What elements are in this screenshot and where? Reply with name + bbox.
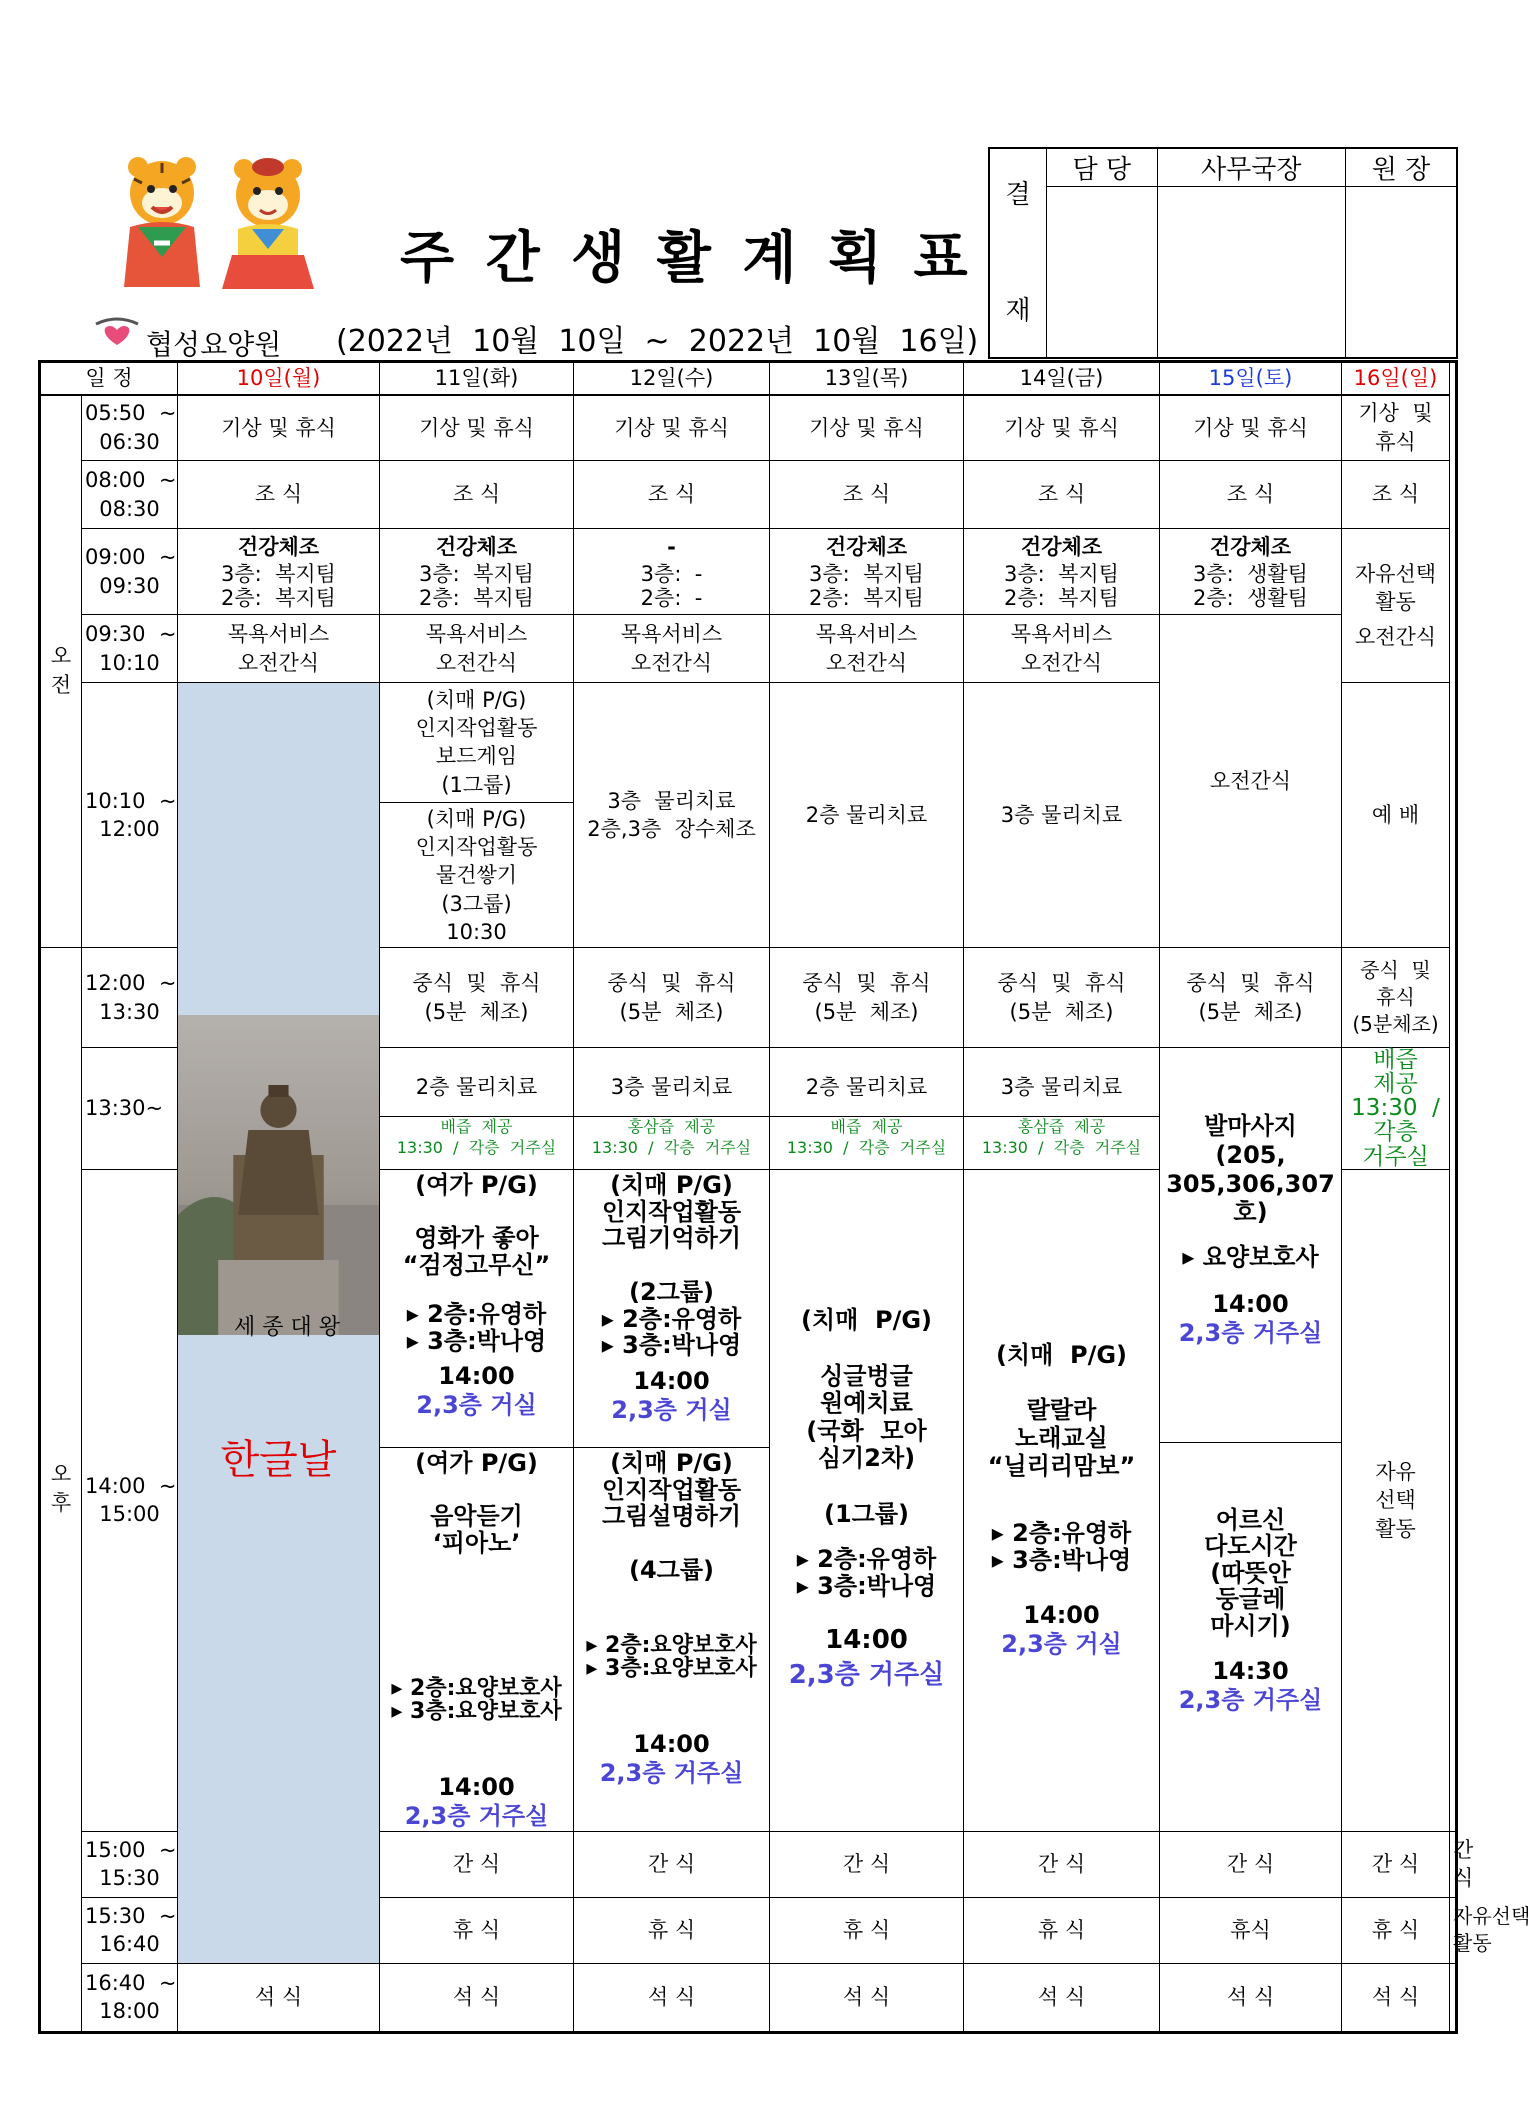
activity-cell xyxy=(380,529,574,615)
activity-cell: 석 식 xyxy=(770,1963,964,2032)
approval-sign-staff[interactable] xyxy=(1047,187,1158,359)
holiday-top-spacer xyxy=(178,683,379,1015)
holiday-cell xyxy=(178,683,380,1964)
activity-cell: 기상 및 휴식 xyxy=(1160,395,1342,461)
activity-cell: 석 식 xyxy=(178,1963,380,2032)
activity-cell: 석 식 xyxy=(964,1963,1160,2032)
activity-cell xyxy=(380,1169,574,1831)
activity-cell: 2층 물리치료 xyxy=(770,683,964,948)
table-row xyxy=(40,615,1457,683)
activity-staff: ▸ 2층:유영하 ▸ 3층:박나영 xyxy=(406,1300,547,1355)
table-row xyxy=(40,529,1457,615)
time-cell: 09:30 ~ 10:10 xyxy=(82,615,178,683)
activity-time: 14:00 xyxy=(633,1366,710,1395)
activity-time: 14:00 xyxy=(825,1625,908,1656)
activity-cell xyxy=(964,1169,1160,1831)
exercise-detail: 3층: 복지팀 2층: 복지팀 xyxy=(809,561,924,610)
approval-col-head: 원 장 xyxy=(1346,148,1457,187)
heart-logo-icon xyxy=(92,318,142,348)
approval-box xyxy=(988,147,1458,359)
activity-cell: 휴 식 xyxy=(770,1897,964,1963)
activity-time: 14:00 xyxy=(438,1773,515,1802)
activity-cell: 간 식 xyxy=(964,1831,1160,1897)
activity-cell: 기상 및 휴식 xyxy=(964,395,1160,461)
activity-title: (여가 P/G) 음악듣기 ‘피아노’ xyxy=(415,1448,538,1558)
activity-cell: 석 식 xyxy=(574,1963,770,2032)
activity-cell xyxy=(178,529,380,615)
activity-cell: 간 식 xyxy=(1160,1831,1342,1897)
activity-cell: 중식 및 휴식 (5분 체조) xyxy=(380,948,574,1048)
activity-cell: 오전간식 xyxy=(1160,615,1342,948)
wed-afternoon-2 xyxy=(574,1448,769,1788)
tiger-mascots-image xyxy=(112,155,318,295)
activity-cell: 예 배 xyxy=(1342,683,1450,948)
time-cell: 15:30 ~ 16:40 xyxy=(82,1897,178,1963)
activity-cell: 중식 및 휴식 (5분체조) xyxy=(1342,948,1450,1048)
exercise-title: 건강체조 xyxy=(435,535,518,560)
activity-cell xyxy=(770,529,964,615)
activity-cell xyxy=(770,1048,964,1170)
activity-cell: 배즙 제공 13:30 / 각층 거주실 xyxy=(1342,1048,1450,1170)
activity-cell: 목욕서비스 오전간식 xyxy=(770,615,964,683)
activity-cell xyxy=(1160,1048,1342,1832)
time-cell: 13:30~ xyxy=(82,1048,178,1170)
activity-cell: 조 식 xyxy=(178,461,380,529)
activity-place: 2,3층 거실 xyxy=(611,1395,732,1424)
approval-label xyxy=(989,148,1047,358)
activity-time: 14:00 xyxy=(633,1730,710,1759)
facility-name: 협성요양원 xyxy=(146,328,282,361)
activity-title: (치매 P/G) 랄랄라 노래교실 “닐리리맘보” xyxy=(987,1341,1136,1480)
activity-cell: 휴 식 xyxy=(574,1897,770,1963)
activity-cell: 석 식 xyxy=(1342,1963,1450,2032)
activity-cell xyxy=(574,529,770,615)
activity-cell: 3층 물리치료 xyxy=(964,683,1160,948)
pt-text: 3층 물리치료 xyxy=(574,1058,769,1117)
activity-cell: 자유선택 활동 xyxy=(1450,1897,1457,1963)
activity-cell: 조 식 xyxy=(1160,461,1342,529)
activity-place: 2,3층 거주실 xyxy=(1178,1318,1323,1347)
wed-afternoon-1 xyxy=(574,1170,769,1448)
day-header-fri: 14일(금) xyxy=(964,362,1160,395)
activity-cell: 간 식 xyxy=(380,1831,574,1897)
activity-cell: 조 식 xyxy=(770,461,964,529)
activity-place: 2,3층 거주실 xyxy=(404,1802,549,1831)
activity-cell: 석 식 xyxy=(1160,1963,1342,2032)
activity-place: 2,3층 거주실 xyxy=(788,1660,945,1691)
activity-time: 14:00 xyxy=(1212,1289,1289,1318)
statue-icon xyxy=(178,1015,379,1335)
time-cell: 10:10 ~ 12:00 xyxy=(82,683,178,948)
pt-text: 3층 물리치료 xyxy=(964,1058,1159,1117)
activity-staff: ▸ 2층:요양보호사 ▸ 3층:요양보호사 xyxy=(391,1676,562,1725)
activity-cell: 목욕서비스 오전간식 xyxy=(964,615,1160,683)
exercise-detail: 3층: 복지팀 2층: 복지팀 xyxy=(1004,561,1119,610)
activity-staff: ▸ 2층:유영하 ▸ 3층:박나영 xyxy=(991,1519,1132,1574)
time-cell: 08:00 ~ 08:30 xyxy=(82,461,178,529)
activity-cell: 중식 및 휴식 (5분 체조) xyxy=(964,948,1160,1048)
activity-title: (여가 P/G) 영화가 좋아 “검정고무신” xyxy=(402,1170,551,1280)
approval-sign-director[interactable] xyxy=(1157,187,1346,359)
day-header-mon: 10일(월) xyxy=(178,362,380,395)
period-pm-label: 오 후 xyxy=(40,948,82,2033)
activity-staff: ▸ 2층:요양보호사 ▸ 3층:요양보호사 xyxy=(586,1633,757,1682)
activity-cell xyxy=(1342,529,1450,683)
activity-place: 2,3층 거실 xyxy=(416,1390,537,1419)
activity-cell xyxy=(574,1169,770,1831)
juice-text: 배즙 제공 13:30 / 각층 거주실 xyxy=(396,1117,557,1157)
activity-title: (치매 P/G) 인지작업활동 그림설명하기 (4그룹) xyxy=(601,1448,742,1585)
activity-cell: 휴식 xyxy=(1160,1897,1342,1963)
activity-cell: 기상 및 휴식 xyxy=(1342,395,1450,461)
activity-cell xyxy=(964,1048,1160,1170)
exercise-title: 건강체조 xyxy=(1209,535,1292,560)
table-row xyxy=(40,395,1457,461)
exercise-detail: 3층: - 2층: - xyxy=(640,561,703,610)
exercise-detail: 3층: 복지팀 2층: 복지팀 xyxy=(221,561,336,610)
exercise-title: 건강체조 xyxy=(237,535,320,560)
approval-label-2: 재 xyxy=(1005,296,1031,326)
exercise-detail: 3층: 생활팀 2층: 생활팀 xyxy=(1193,561,1308,610)
activity-title: 발마사지 (205, 305,306,307 호) xyxy=(1166,1112,1335,1227)
exercise-title: 건강체조 xyxy=(825,535,908,560)
activity-cell: 기상 및 휴식 xyxy=(574,395,770,461)
period-am-label: 오 전 xyxy=(40,395,82,948)
table-row xyxy=(40,461,1457,529)
activity-cell: 목욕서비스 오전간식 xyxy=(574,615,770,683)
activity-cell xyxy=(380,683,574,948)
tue-morning-group-3: (치매 P/G) 인지작업활동 물건쌓기 (3그룹) 10:30 xyxy=(415,806,538,945)
activity-title: (치매 P/G) 인지작업활동 그림기억하기 (2그룹) xyxy=(601,1170,742,1307)
activity-cell: 조 식 xyxy=(574,461,770,529)
activity-cell: 간 식 xyxy=(770,1831,964,1897)
weekly-schedule-table xyxy=(38,360,1530,2034)
time-cell: 15:00 ~ 15:30 xyxy=(82,1831,178,1897)
activity-time: 14:30 xyxy=(1212,1656,1289,1685)
free-activity-text: 자유선택 활동 xyxy=(1354,561,1437,615)
day-header-wed: 12일(수) xyxy=(574,362,770,395)
activity-cell xyxy=(574,1048,770,1170)
approval-sign-head[interactable] xyxy=(1346,187,1457,359)
activity-cell: 자유 선택 활동 xyxy=(1342,1169,1450,1831)
activity-cell: 목욕서비스 오전간식 xyxy=(178,615,380,683)
activity-cell: 간 식 xyxy=(1450,1831,1457,1897)
day-header-sun: 16일(일) xyxy=(1342,362,1450,395)
activity-cell: 간 식 xyxy=(574,1831,770,1897)
table-header-row xyxy=(40,362,1457,395)
juice-text: 홍삼즙 제공 13:30 / 각층 거주실 xyxy=(981,1117,1142,1157)
pt-text: 2층 물리치료 xyxy=(380,1058,573,1117)
exercise-title: 건강체조 xyxy=(1020,535,1103,560)
activity-time: 14:00 xyxy=(438,1361,515,1390)
day-header-tue: 11일(화) xyxy=(380,362,574,395)
juice-text: 홍삼즙 제공 13:30 / 각층 거주실 xyxy=(591,1117,752,1157)
activity-staff: ▸ 요양보호사 xyxy=(1182,1243,1319,1272)
schedule-header: 일 정 xyxy=(40,362,178,395)
exercise-detail: 3층: 복지팀 2층: 복지팀 xyxy=(419,561,534,610)
snack-text: 오전간식 xyxy=(1354,624,1437,649)
activity-place: 2,3층 거주실 xyxy=(1178,1685,1323,1714)
time-cell: 16:40 ~ 18:00 xyxy=(82,1963,178,2032)
activity-cell xyxy=(964,529,1160,615)
juice-text: 배즙 제공 13:30 / 각층 거주실 xyxy=(786,1117,947,1157)
activity-staff: ▸ 2층:유영하 ▸ 3층:박나영 xyxy=(796,1545,937,1600)
day-header-thu: 13일(목) xyxy=(770,362,964,395)
activity-time: 14:00 xyxy=(1023,1600,1100,1629)
exercise-title: - xyxy=(667,535,676,560)
table-row xyxy=(40,1963,1457,2032)
sat-tea-time xyxy=(1160,1443,1341,1715)
activity-cell: 휴 식 xyxy=(964,1897,1160,1963)
activity-cell: 조 식 xyxy=(380,461,574,529)
tue-afternoon-1 xyxy=(380,1170,573,1448)
approval-label-1: 결 xyxy=(1005,179,1031,210)
activity-cell: 3층 물리치료 2층,3층 장수체조 xyxy=(574,683,770,948)
activity-cell: 간 식 xyxy=(1342,1831,1450,1897)
holiday-name: 한글날 xyxy=(220,1437,337,1483)
time-cell: 05:50 ~ 06:30 xyxy=(82,395,178,461)
page-title: 주 간 생 활 계 획 표 xyxy=(400,226,974,291)
activity-cell xyxy=(380,1048,574,1170)
activity-cell: 조 식 xyxy=(1342,461,1450,529)
approval-col-director: 사무국장 xyxy=(1157,148,1346,187)
activity-cell: 중식 및 휴식 (5분 체조) xyxy=(1160,948,1342,1048)
time-cell: 12:00 ~ 13:30 xyxy=(82,948,178,1048)
time-cell: 09:00 ~ 09:30 xyxy=(82,529,178,615)
activity-cell: 중식 및 휴식 (5분 체조) xyxy=(574,948,770,1048)
pt-text: 2층 물리치료 xyxy=(770,1058,963,1117)
activity-place: 2,3층 거실 xyxy=(1001,1629,1122,1658)
activity-cell: 기상 및 휴식 xyxy=(380,395,574,461)
activity-cell: 휴 식 xyxy=(380,1897,574,1963)
activity-cell: 기상 및 휴식 xyxy=(770,395,964,461)
activity-cell xyxy=(770,1169,964,1831)
activity-title: 어르신 다도시간 (따뜻안 둥글레 마시기) xyxy=(1204,1506,1297,1640)
time-cell: 14:00 ~ 15:00 xyxy=(82,1169,178,1831)
activity-title: (치매 P/G) 싱글벙글 원예치료 (국화 모아 심기2차) (1그룹) xyxy=(800,1306,933,1528)
approval-col-staff: 담 당 xyxy=(1047,148,1158,187)
activity-cell: 석 식 xyxy=(380,1963,574,2032)
activity-cell: 기상 및 휴식 xyxy=(178,395,380,461)
sat-foot-massage xyxy=(1160,1048,1341,1443)
day-header-sat: 15일(토) xyxy=(1160,362,1342,395)
activity-cell: 중식 및 휴식 (5분 체조) xyxy=(770,948,964,1048)
tue-afternoon-2 xyxy=(380,1448,573,1831)
activity-cell: 휴 식 xyxy=(1342,1897,1450,1963)
activity-cell: 조 식 xyxy=(964,461,1160,529)
activity-staff: ▸ 2층:유영하 ▸ 3층:박나영 xyxy=(601,1305,742,1360)
tue-morning-group-1: (치매 P/G) 인지작업활동 보드게임 (1그룹) xyxy=(380,684,573,803)
activity-cell xyxy=(1160,529,1342,615)
image-caption: 세 종 대 왕 xyxy=(234,1315,340,1340)
activity-cell: 목욕서비스 오전간식 xyxy=(380,615,574,683)
king-sejong-statue-image xyxy=(178,1015,379,1340)
plan-period: (2022년 10월 10일 ~ 2022년 10월 16일) xyxy=(336,324,979,359)
activity-place: 2,3층 거주실 xyxy=(599,1759,744,1788)
